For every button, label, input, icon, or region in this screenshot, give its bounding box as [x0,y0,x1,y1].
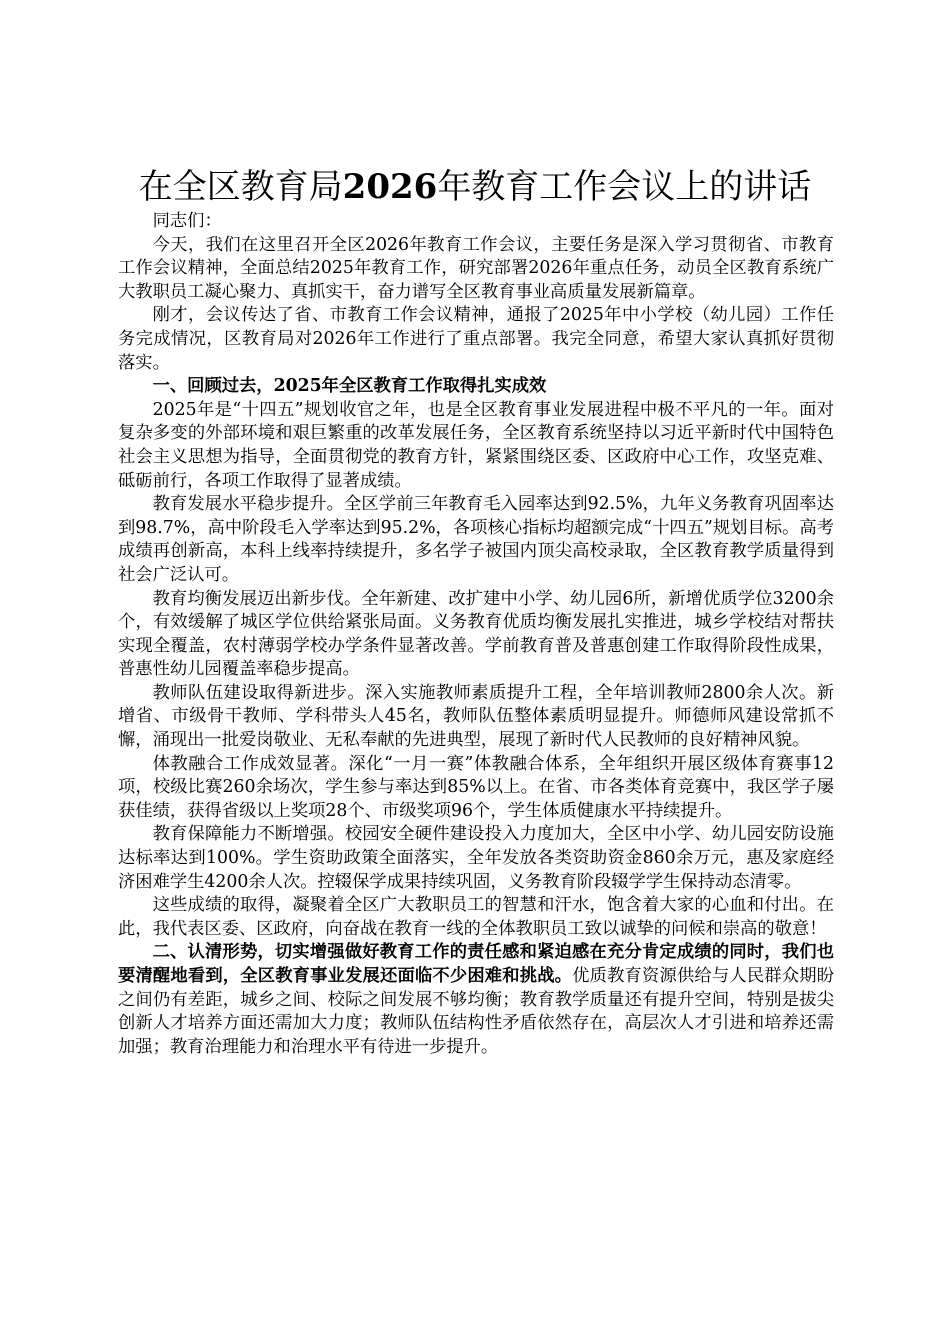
section1-paragraph: 教育保障能力不断增强。校园安全硬件建设投入力度加大，全区中小学、幼儿园安防设施达标率达到100%。学生资助政策全面落实，全年发放各类资助资金860余万元，惠及家庭经济困难学生4200余人次。控辍保学成果持续巩固，义务教育阶段辍学学生保持动态清零。 [118,824,834,892]
section2-paragraph [118,941,834,1059]
section1-paragraph: 教师队伍建设取得新进步。深入实施教师素质提升工程，全年培训教师2800余人次。新增省、市级骨干教师、学科带头人45名，教师队伍整体素质明显提升。师德师风建设常抓不懈，涌现出一批爱岗敬业、无私奉献的先进典型，展现了新时代人民教师的良好精神风貌。 [118,682,834,751]
section2-text: 优质教育资源供给与人民群众期盼之间仍有差距，城乡之间、校际之间发展不够均衡；教育教学质量还有提升空间，特别是拔尖创新人才培养方面还需加大力度；教师队伍结构性矛盾依然存在，高层次人才引进和培养还需加强；教育治理能力和治理水平有待进一步提升。 [118,966,834,1057]
title-prefix: 在全区教育局 [138,167,343,207]
title-year: 2026 [342,167,438,207]
section1-paragraph: 2025年是“十四五”规划收官之年，也是全区教育事业发展进程中极不平凡的一年。面对复杂多变的外部环境和艰巨繁重的改革发展任务，全区教育系统坚持以习近平新时代中国特色社会主义思想为指导，全面贯彻党的教育方针，紧紧围绕区委、区政府中心工作，攻坚克难、砥砺前行，各项工作取得了显著成绩。 [118,399,834,491]
section1-paragraph: 教育均衡发展迈出新步伐。全年新建、改扩建中小学、幼儿园6所，新增优质学位3200余个，有效缓解了城区学位供给紧张局面。义务教育优质均衡发展扎实推进，城乡学校结对帮扶实现全覆盖，农村薄弱学校办学条件显著改善。学前教育普及普惠创建工作取得阶段性成果，普惠性幼儿园覆盖率稳步提高。 [118,588,834,680]
document-body [118,210,834,1059]
document-title [115,163,835,211]
intro-paragraph: 今天，我们在这里召开全区2026年教育工作会议，主要任务是深入学习贯彻省、市教育工作会议精神，全面总结2025年教育工作，研究部署2026年重点任务，动员全区教育系统广大教职员工凝心聚力、真抓实干，奋力谱写全区教育事业高质量发展新篇章。 [118,234,834,302]
title-suffix: 年教育工作会议上的讲话 [437,167,812,207]
section1-paragraph: 这些成绩的取得，凝聚着全区广大教职员工的智慧和汗水，饱含着大家的心血和付出。在此，我代表区委、区政府，向奋战在教育一线的全体教职员工致以诚挚的问候和崇高的敬意！ [118,895,834,939]
section1-paragraph: 教育发展水平稳步提升。全区学前三年教育毛入园率达到92.5%，九年义务教育巩固率达到98.7%，高中阶段毛入学率达到95.2%，各项核心指标均超额完成“十四五”规划目标。高考成绩再创新高，本科上线率持续提升，多名学子被国内顶尖高校录取，全区教育教学质量得到社会广泛认可。 [118,494,834,585]
section-heading-1: 一、回顾过去，2025年全区教育工作取得扎实成效 [152,376,547,397]
section1-paragraph: 体教融合工作成效显著。深化“一月一赛”体教融合体系，全年组织开展区级体育赛事12项，校级比赛260余场次，学生参与率达到85%以上。在省、市各类体育竞赛中，我区学子屡获佳绩，获得省级以上奖项28个、市级奖项96个，学生体质健康水平持续提升。 [118,753,834,821]
intro-paragraph: 刚才，会议传达了省、市教育工作会议精神，通报了2025年中小学校（幼儿园）工作任务完成情况，区教育局对2026年工作进行了重点部署。我完全同意，希望大家认真抓好贯彻落实。 [118,305,834,373]
section-heading-2: 二、认清形势，切实增强做好教育工作的责任感和紧迫感在充分肯定成绩的同时，我们也要清醒地看到，全区教育事业发展还面临不少困难和挑战。 [118,942,834,986]
salutation: 同志们： [152,211,222,231]
